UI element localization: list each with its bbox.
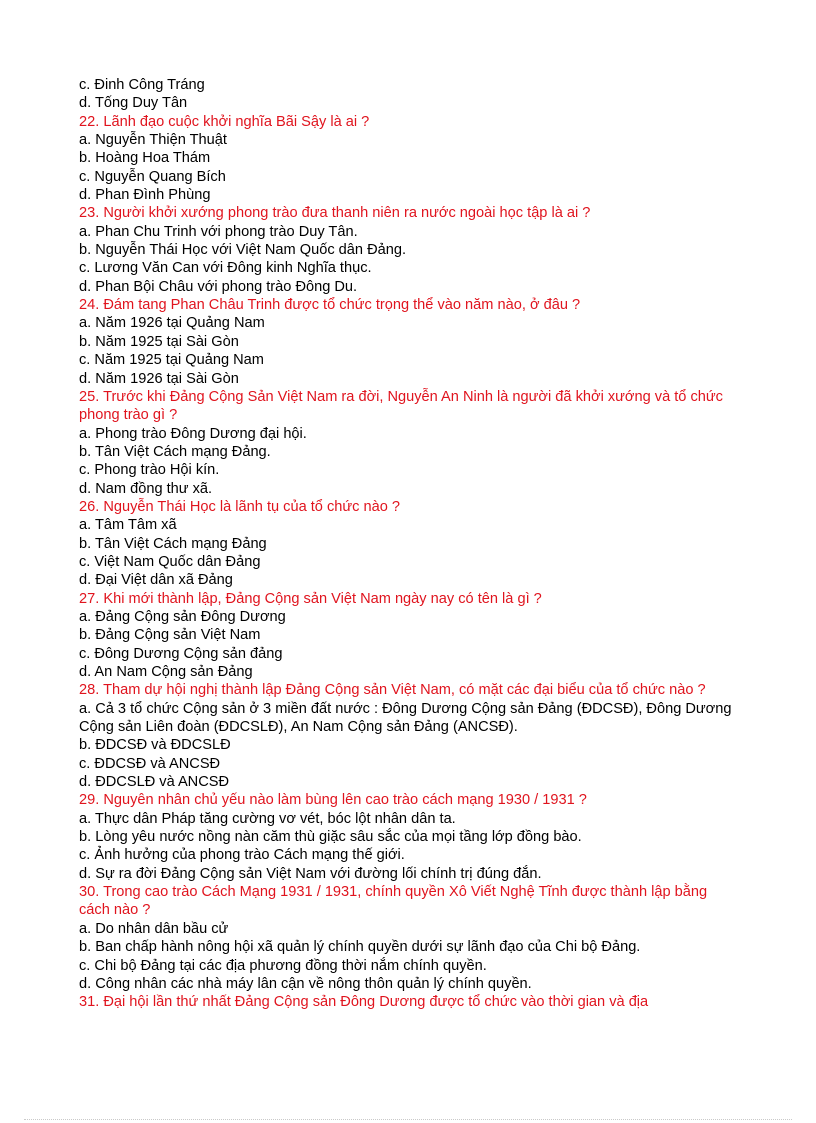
answer-option: d. ĐDCSLĐ và ANCSĐ xyxy=(79,774,230,791)
answer-option: d. Phan Đình Phùng xyxy=(79,187,211,204)
answer-option: a. Năm 1926 tại Quảng Nam xyxy=(79,315,265,332)
answer-option: c. Ảnh hưởng của phong trào Cách mạng thế giới. xyxy=(79,847,405,864)
question-text: 31. Đại hội lần thứ nhất Đảng Cộng sản Đông Dương được tổ chức vào thời gian và địa xyxy=(79,994,649,1011)
answer-option: d. Tống Duy Tân xyxy=(79,95,188,112)
answer-option: d. Phan Bội Châu với phong trào Đông Du. xyxy=(79,278,358,295)
answer-option: a. Thực dân Pháp tăng cường vơ vét, bóc lột nhân dân ta. xyxy=(79,810,456,827)
answer-option: a. Phong trào Đông Dương đại hội. xyxy=(79,425,307,442)
answer-option: d. Công nhân các nhà máy lân cận về nông thôn quản lý chính quyền. xyxy=(79,975,532,992)
question-text: 25. Trước khi Đảng Cộng Sản Việt Nam ra đời, Nguyễn An Ninh là người đã khởi xướng và tổ chức phong trào gì ? xyxy=(79,388,723,424)
quiz-text-body xyxy=(79,76,739,1012)
answer-option: d. Sự ra đời Đảng Cộng sản Việt Nam với đường lối chính trị đúng đắn. xyxy=(79,865,542,882)
answer-option: b. ĐDCSĐ và ĐDCSLĐ xyxy=(79,737,231,754)
answer-option: b. Đảng Cộng sản Việt Nam xyxy=(79,627,261,644)
answer-option: c. Đinh Công Tráng xyxy=(79,77,205,93)
answer-option: b. Ban chấp hành nông hội xã quản lý chính quyền dưới sự lãnh đạo của Chi bộ Đảng. xyxy=(79,939,641,956)
answer-option: b. Tân Việt Cách mạng Đảng xyxy=(79,535,267,552)
answer-option: b. Năm 1925 tại Sài Gòn xyxy=(79,333,239,350)
question-text: 24. Đám tang Phan Châu Trinh được tổ chức trọng thể vào năm nào, ở đâu ? xyxy=(79,297,581,314)
answer-option: c. Phong trào Hội kín. xyxy=(79,462,220,479)
question-text: 26. Nguyễn Thái Học là lãnh tụ của tổ chức nào ? xyxy=(79,498,401,515)
question-text: 22. Lãnh đạo cuộc khởi nghĩa Bãi Sậy là ai ? xyxy=(79,113,370,130)
answer-option: c. Lương Văn Can với Đông kinh Nghĩa thục. xyxy=(79,260,372,277)
question-text: 27. Khi mới thành lập, Đảng Cộng sản Việt Nam ngày nay có tên là gì ? xyxy=(79,590,542,607)
answer-option: d. An Nam Cộng sản Đảng xyxy=(79,664,253,680)
answer-option: d. Nam đồng thư xã. xyxy=(79,480,213,497)
answer-option: a. Cả 3 tổ chức Cộng sản ở 3 miền đất nước : Đông Dương Cộng sản Đảng (ĐDCSĐ), Đông Dương Cộng sản Liên đoàn (ĐDCSLĐ), An Nam Cộng sản Đảng (ANCSĐ). xyxy=(79,700,732,736)
answer-option: c. ĐDCSĐ và ANCSĐ xyxy=(79,755,221,772)
question-text: 28. Tham dự hội nghị thành lập Đảng Cộng sản Việt Nam, có mặt các đại biểu của tổ chức nào ? xyxy=(79,682,706,699)
answer-option: b. Nguyễn Thái Học với Việt Nam Quốc dân Đảng. xyxy=(79,242,407,259)
answer-option: c. Đông Dương Cộng sản đảng xyxy=(79,645,283,662)
answer-option: a. Phan Chu Trinh với phong trào Duy Tân. xyxy=(79,223,358,240)
answer-option: a. Tâm Tâm xã xyxy=(79,517,177,534)
question-text: 29. Nguyên nhân chủ yếu nào làm bùng lên cao trào cách mạng 1930 / 1931 ? xyxy=(79,792,587,809)
answer-option: c. Chi bộ Đảng tại các địa phương đồng thời nắm chính quyền. xyxy=(79,957,487,974)
answer-option: c. Nguyễn Quang Bích xyxy=(79,168,226,185)
answer-option: d. Đại Việt dân xã Đảng xyxy=(79,572,233,589)
answer-option: d. Năm 1926 tại Sài Gòn xyxy=(79,370,239,387)
answer-option: c. Năm 1925 tại Quảng Nam xyxy=(79,352,264,369)
answer-option: c. Việt Nam Quốc dân Đảng xyxy=(79,553,261,570)
answer-option: a. Đảng Cộng sản Đông Dương xyxy=(79,608,286,625)
answer-option: a. Do nhân dân bầu cử xyxy=(79,920,229,937)
answer-option: a. Nguyễn Thiện Thuật xyxy=(79,132,227,149)
answer-option: b. Hoàng Hoa Thám xyxy=(79,150,211,167)
question-text: 23. Người khởi xướng phong trào đưa thanh niên ra nước ngoài học tập là ai ? xyxy=(79,205,591,222)
answer-option: b. Lòng yêu nước nồng nàn căm thù giặc sâu sắc của mọi tầng lớp đồng bào. xyxy=(79,829,582,846)
page-bottom-divider xyxy=(24,1119,792,1120)
question-text: 30. Trong cao trào Cách Mạng 1931 / 1931, chính quyền Xô Viết Nghệ Tĩnh được thành lập bằng cách nào ? xyxy=(79,884,708,919)
answer-option: b. Tân Việt Cách mạng Đảng. xyxy=(79,443,271,460)
